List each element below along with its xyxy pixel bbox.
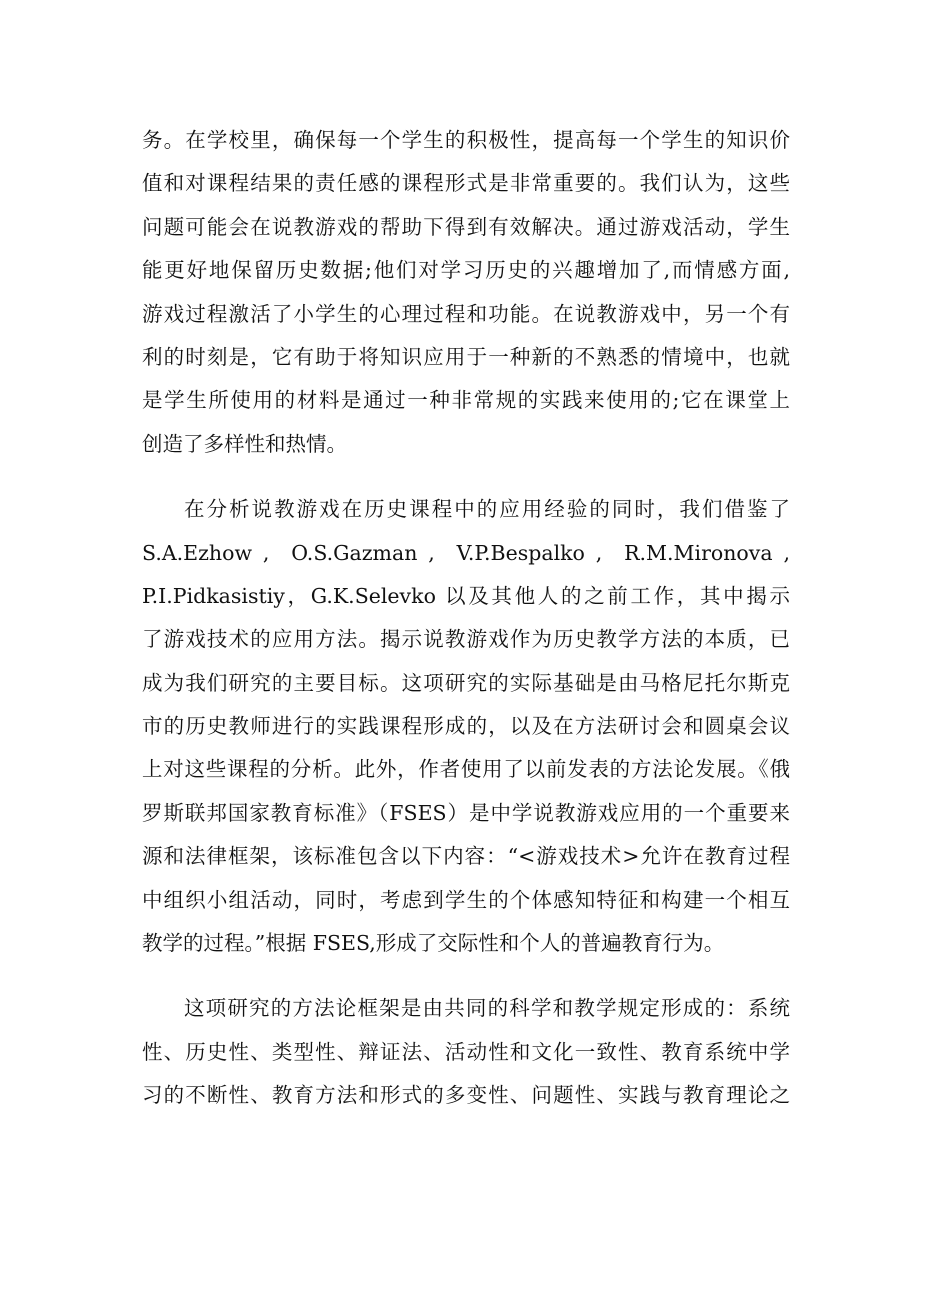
text-line: 上对这些课程的分析。此外，作者使用了以前发表的方法论发展。《俄 <box>142 757 790 782</box>
text-line: 了游戏技术的应用方法。揭示说教游戏作为历史教学方法的本质，已 <box>142 627 790 652</box>
paragraph-3 <box>142 987 790 1117</box>
text-line: 务。在学校里，确保每一个学生的积极性，提高每一个学生的知识价 <box>142 128 790 152</box>
text-line: 创造了多样性和热情。 <box>142 431 347 456</box>
text-line: 是学生所使用的材料是通过一种非常规的实践来使用的;它在课堂上 <box>142 388 790 413</box>
text-line: 性、历史性、类型性、辩证法、活动性和文化一致性、教育系统中学 <box>142 1039 790 1064</box>
text-line: 能更好地保留历史数据;他们对学习历史的兴趣增加了,而情感方面, <box>142 258 790 283</box>
text-line: 游戏过程激活了小学生的心理过程和功能。在说教游戏中，另一个有 <box>142 301 790 326</box>
text-line: 市的历史教师进行的实践课程形成的，以及在方法研讨会和圆桌会议 <box>142 714 790 739</box>
text-line: 成为我们研究的主要目标。这项研究的实际基础是由马格尼托尔斯克 <box>142 670 790 695</box>
text-line: S.A.Ezhow , O.S.Gazman , V.P.Bespalko , R.M.Mironova , <box>142 540 790 565</box>
text-line: 中组织小组活动，同时，考虑到学生的个体感知特征和构建一个相互 <box>142 887 790 912</box>
text-line: 源和法律框架，该标准包含以下内容：“<游戏技术>允许在教育过程 <box>142 844 790 869</box>
paragraph-1 <box>142 119 790 466</box>
document-body <box>142 119 790 1118</box>
text-line: 问题可能会在说教游戏的帮助下得到有效解决。通过游戏活动，学生 <box>142 214 790 239</box>
text-line: 利的时刻是，它有助于将知识应用于一种新的不熟悉的情境中，也就 <box>142 344 790 369</box>
text-line: 教学的过程。”根据 FSES,形成了交际性和个人的普遍教育行为。 <box>142 931 725 956</box>
paragraph-2 <box>142 488 790 965</box>
text-line: 罗斯联邦国家教育标准》（FSES）是中学说教游戏应用的一个重要来 <box>142 800 790 825</box>
text-line: 这项研究的方法论框架是由共同的科学和教学规定形成的：系统 <box>184 996 790 1021</box>
text-line: 在分析说教游戏在历史课程中的应用经验的同时，我们借鉴了 <box>184 497 790 522</box>
text-line: P.I.Pidkasistiy，G.K.Selevko 以及其他人的之前工作，其中揭示 <box>142 583 790 608</box>
text-line: 值和对课程结果的责任感的课程形式是非常重要的。我们认为，这些 <box>142 171 790 196</box>
text-line: 习的不断性、教育方法和形式的多变性、问题性、实践与教育理论之 <box>142 1083 790 1108</box>
